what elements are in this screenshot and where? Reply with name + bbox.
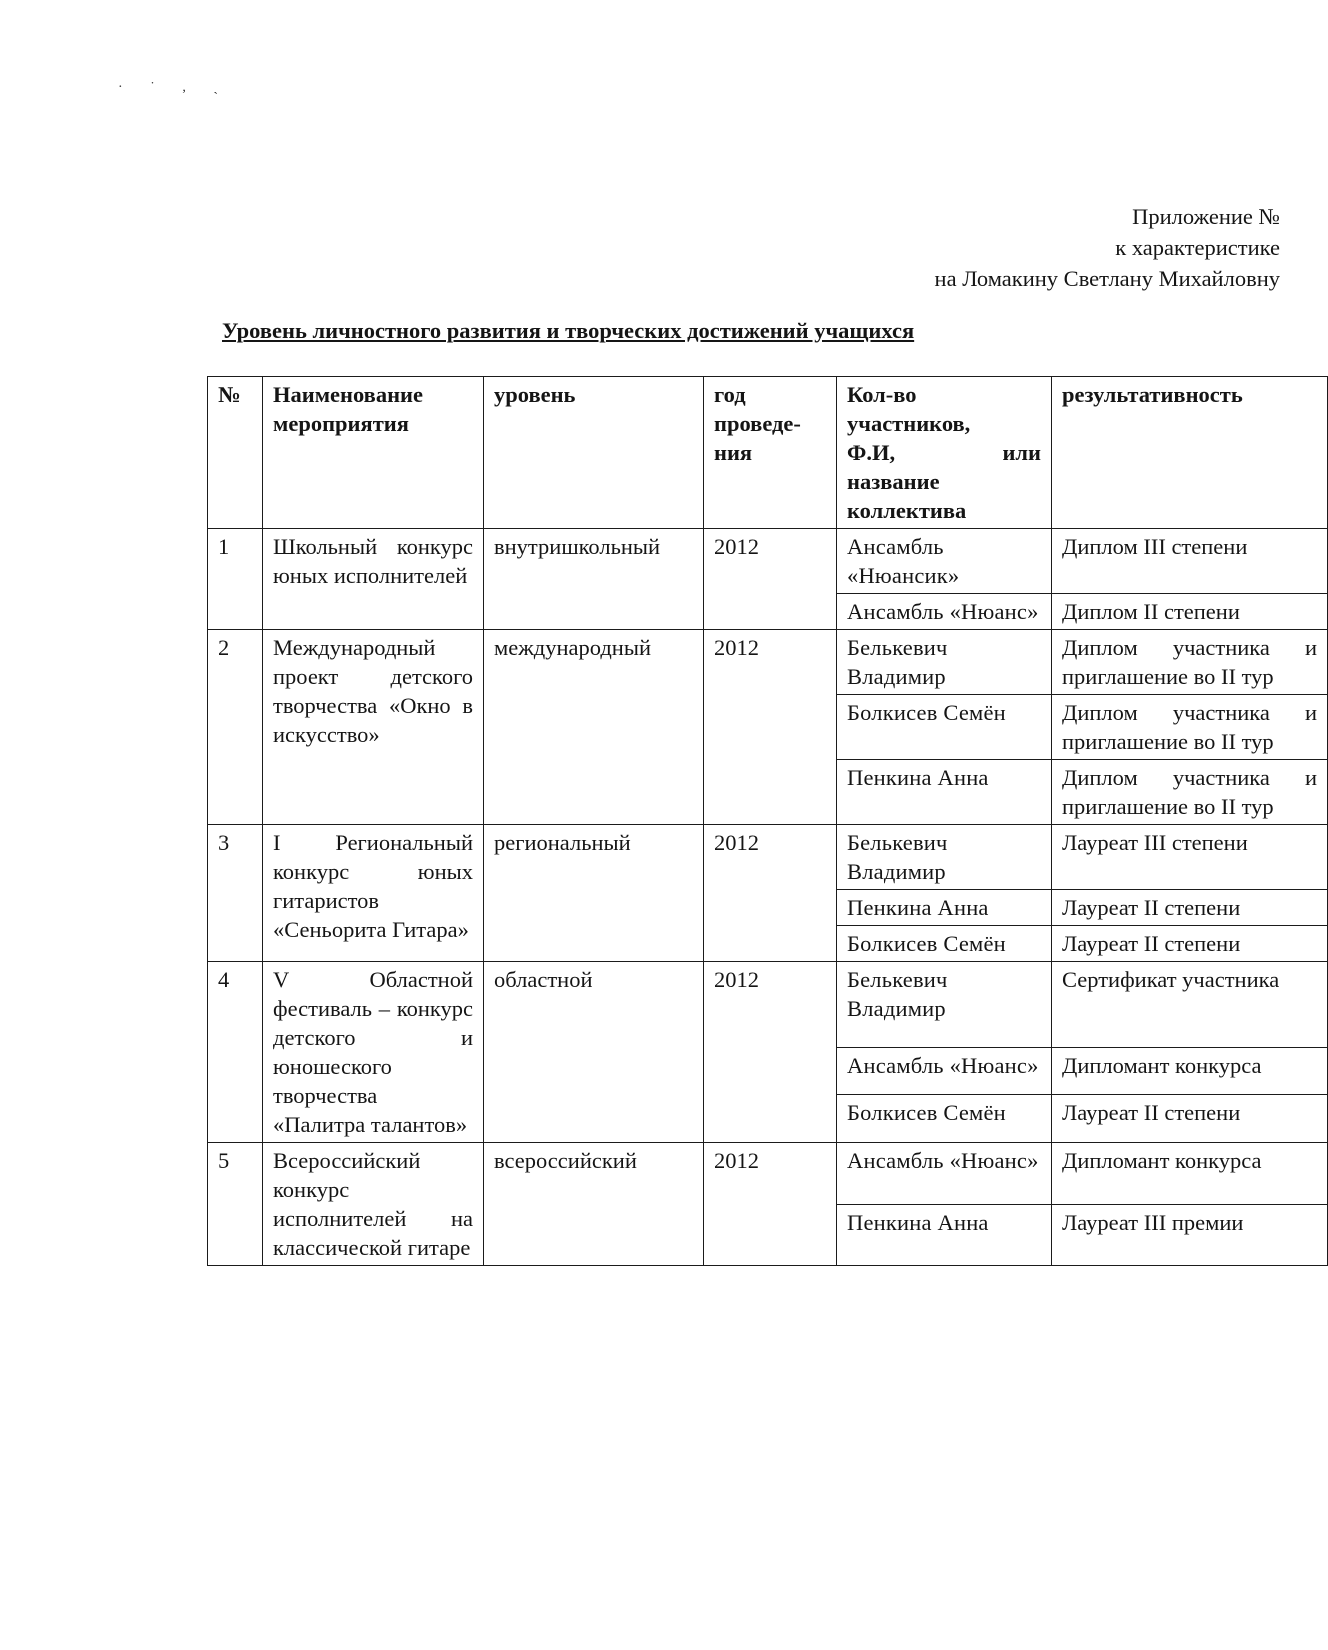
header-participants-fi-row [847,438,1041,467]
cell-result: Диплом II степени [1052,594,1328,630]
cell-num: 3 [208,825,263,962]
cell-result: Лауреат III степени [1052,825,1328,890]
table-row [208,1143,1328,1205]
header-result: результативность [1052,377,1328,529]
cell-participant: Ансамбль «Нюансик» [837,529,1052,594]
cell-level: внутришкольный [484,529,704,630]
appendix-block [820,201,1280,294]
cell-participant: Болкисев Семён [837,1095,1052,1143]
cell-event: Всероссийский конкурс исполнителей на классической гитаре [263,1143,484,1266]
cell-result: Диплом участника и приглашение во II тур [1052,630,1328,695]
header-num: № [208,377,263,529]
header-participants [837,377,1052,529]
cell-event: Международный проект детского творчества «Окно в искусство» [263,630,484,825]
appendix-line: к характеристике [1115,235,1280,260]
header-event: Наименование мероприятия [263,377,484,529]
cell-year: 2012 [704,1143,837,1266]
document-title: Уровень личностного развития и творческих достижений учащихся [222,318,915,343]
cell-participant: Ансамбль «Нюанс» [837,1047,1052,1095]
header-year: год проведе-ния [704,377,837,529]
table-row [208,630,1328,695]
cell-event: V Областной фестиваль – конкурс детского и юношеского творчества «Палитра талантов» [263,962,484,1143]
cell-event: I Региональный конкурс юных гитаристов «Сеньорита Гитара» [263,825,484,962]
table-row [208,825,1328,890]
header-participants-or: или [1002,440,1041,465]
cell-result: Сертификат участника [1052,962,1328,1048]
table-row [208,962,1328,1048]
header-participants-line3: название коллектива [847,469,967,523]
cell-result: Лауреат II степени [1052,926,1328,962]
scan-specks: · ˙ , ˏ [118,80,230,95]
cell-participant: Пенкина Анна [837,890,1052,926]
appendix-line: Приложение № [1132,204,1280,229]
cell-participant: Белькевич Владимир [837,962,1052,1048]
cell-result: Лауреат III премии [1052,1204,1328,1266]
cell-participant: Белькевич Владимир [837,825,1052,890]
cell-result: Диплом участника и приглашение во II тур [1052,760,1328,825]
cell-result: Лауреат II степени [1052,1095,1328,1143]
cell-num: 1 [208,529,263,630]
cell-participant: Пенкина Анна [837,1204,1052,1266]
cell-participant: Пенкина Анна [837,760,1052,825]
cell-num: 5 [208,1143,263,1266]
cell-year: 2012 [704,529,837,630]
cell-year: 2012 [704,630,837,825]
cell-num: 2 [208,630,263,825]
cell-result: Диплом участника и приглашение во II тур [1052,695,1328,760]
cell-level: областной [484,962,704,1143]
cell-result: Лауреат II степени [1052,890,1328,926]
cell-num: 4 [208,962,263,1143]
header-participants-fi: Ф.И, [847,440,896,465]
cell-event: Школьный конкурс юных исполнителей [263,529,484,630]
cell-level: всероссийский [484,1143,704,1266]
cell-participant: Ансамбль «Нюанс» [837,594,1052,630]
appendix-line: на Ломакину Светлану Михайловну [934,266,1280,291]
header-level: уровень [484,377,704,529]
cell-level: международный [484,630,704,825]
cell-result: Дипломант конкурса [1052,1143,1328,1205]
cell-participant: Белькевич Владимир [837,630,1052,695]
cell-year: 2012 [704,962,837,1143]
cell-level: региональный [484,825,704,962]
cell-participant: Ансамбль «Нюанс» [837,1143,1052,1205]
achievements-table [207,376,1328,1266]
cell-result: Диплом III степени [1052,529,1328,594]
cell-participant: Болкисев Семён [837,695,1052,760]
cell-participant: Болкисев Семён [837,926,1052,962]
cell-year: 2012 [704,825,837,962]
cell-result: Дипломант конкурса [1052,1047,1328,1095]
table-row [208,529,1328,594]
table-header-row [208,377,1328,529]
header-participants-line1: Кол-во участников, [847,382,971,436]
